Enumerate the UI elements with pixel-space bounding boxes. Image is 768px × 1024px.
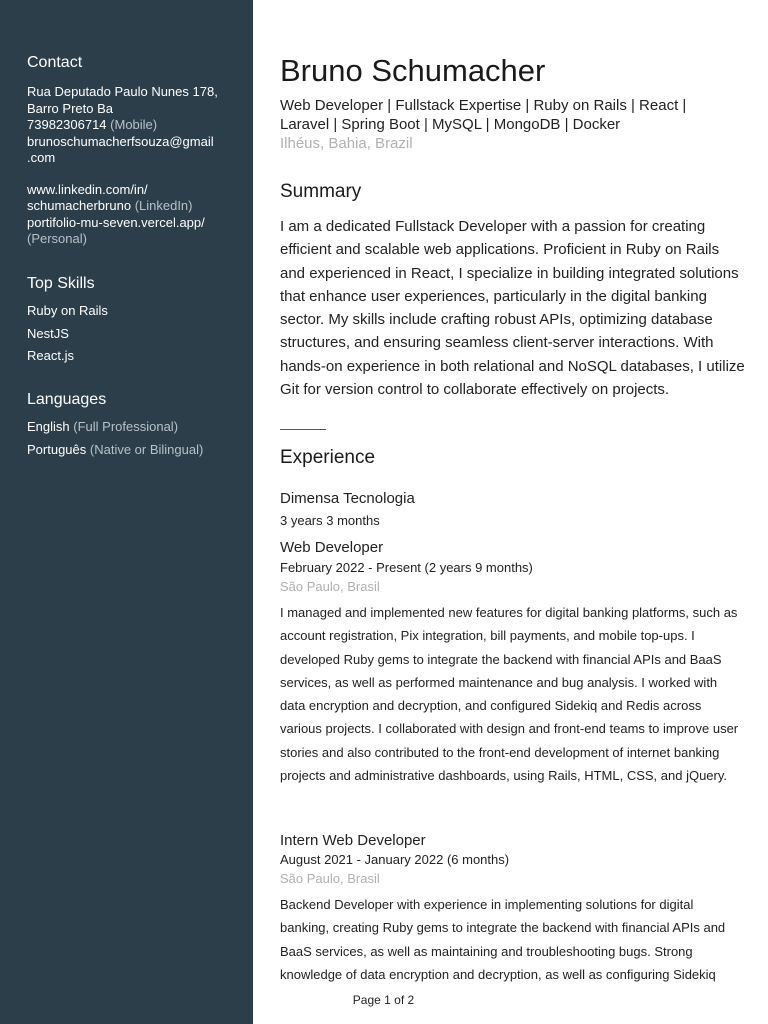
headline-line-1: Web Developer | Fullstack Expertise | Ruby on Rails | React | xyxy=(280,97,687,114)
role-title: Intern Web Developer xyxy=(280,832,426,849)
language-name: English xyxy=(27,419,70,434)
role-description: Backend Developer with experience in implementing solutions for digital banking, creating Ruby gems to integrate the backend with financial APIs and BaaS services, as well as maintaining and troubleshooting bugs. Strong knowledge of data encryption and decryption, as well as configuring Sidekiq xyxy=(280,897,726,982)
languages-section xyxy=(27,391,242,464)
page-footer xyxy=(0,993,768,1007)
contact-heading: Contact xyxy=(27,54,83,71)
person-name: Bruno Schumacher xyxy=(280,53,546,88)
skill-item: React.js xyxy=(27,348,74,363)
skill-item: NestJS xyxy=(27,325,69,341)
linkedin-handle[interactable]: schumacherbruno xyxy=(27,198,132,213)
linkedin-line-1[interactable]: www.linkedin.com/in/ xyxy=(27,181,148,197)
phone-number: 73982306714 xyxy=(27,117,107,132)
email-line-2[interactable]: .com xyxy=(27,150,56,165)
language-level: (Full Professional) xyxy=(73,419,179,434)
summary-text: I am a dedicated Fullstack Developer with a passion for creating efficient and scalable web applications. Proficient in Ruby on Rails and experienced in React, I specialize in building integrated solutions that enhance user experiences, particularly in the digital banking sector. My skills include crafting robust APIs, optimizing database structures, and ensuring seamless client-server interactions. With hands-on experience in both relational and NoSQL databases, I utilize Git for version control to collaborate effectively on projects. xyxy=(280,218,745,399)
section-divider xyxy=(280,429,326,430)
experience-heading: Experience xyxy=(280,447,376,468)
top-skills-section xyxy=(27,275,242,371)
address-line-2: Barro Preto Ba xyxy=(27,100,113,116)
top-skills-heading: Top Skills xyxy=(27,275,95,292)
role-description: I managed and implemented new features for digital banking platforms, such as account registration, Pix integration, bill payments, and mobile top-ups. I developed Ruby gems to integrate the backend with financial APIs and BaaS services, as well as performed maintenance and bug analysis. I worked with data encryption and decryption, and configured Sidekiq and Redis across various projects. I collaborated with design and front-end teams to improve user stories and also contributed to the front-end development of internet banking projects and administrative dashboards, using Rails, HTML, CSS, and jQuery. xyxy=(280,605,739,784)
portfolio-link[interactable]: portifolio-mu-seven.vercel.app/ xyxy=(27,214,205,230)
skill-item: Ruby on Rails xyxy=(27,303,108,318)
email-line-1[interactable]: brunoschumacherfsouza@gmail xyxy=(27,133,214,149)
company-duration: 3 years 3 months xyxy=(280,513,380,528)
linkedin-type: (LinkedIn) xyxy=(134,198,193,213)
sidebar xyxy=(0,0,253,1024)
page-number: Page 1 of 2 xyxy=(352,993,415,1007)
phone-row xyxy=(27,117,242,134)
role-dates: August 2021 - January 2022 (6 months) xyxy=(280,852,510,867)
language-name: Português xyxy=(27,441,87,457)
portfolio-type: (Personal) xyxy=(27,231,87,246)
language-level: (Native or Bilingual) xyxy=(89,441,204,457)
role-location: São Paulo, Brasil xyxy=(280,871,380,886)
phone-type: (Mobile) xyxy=(110,117,158,132)
contact-section xyxy=(27,54,242,248)
headline-line-2: Laravel | Spring Boot | MySQL | MongoDB | Docker xyxy=(280,116,621,133)
role-location: São Paulo, Brasil xyxy=(280,579,380,594)
headline xyxy=(280,96,740,134)
role-title: Web Developer xyxy=(280,539,384,556)
language-item xyxy=(27,419,242,435)
summary-heading: Summary xyxy=(280,181,362,202)
address-line-1: Rua Deputado Paulo Nunes 178, xyxy=(27,84,218,99)
location: Ilhéus, Bahia, Brazil xyxy=(280,135,413,152)
linkedin-row xyxy=(27,198,242,215)
languages-heading: Languages xyxy=(27,391,107,408)
role-dates: February 2022 - Present (2 years 9 months) xyxy=(280,560,533,575)
company-name: Dimensa Tecnologia xyxy=(280,490,415,507)
language-item xyxy=(27,442,242,458)
